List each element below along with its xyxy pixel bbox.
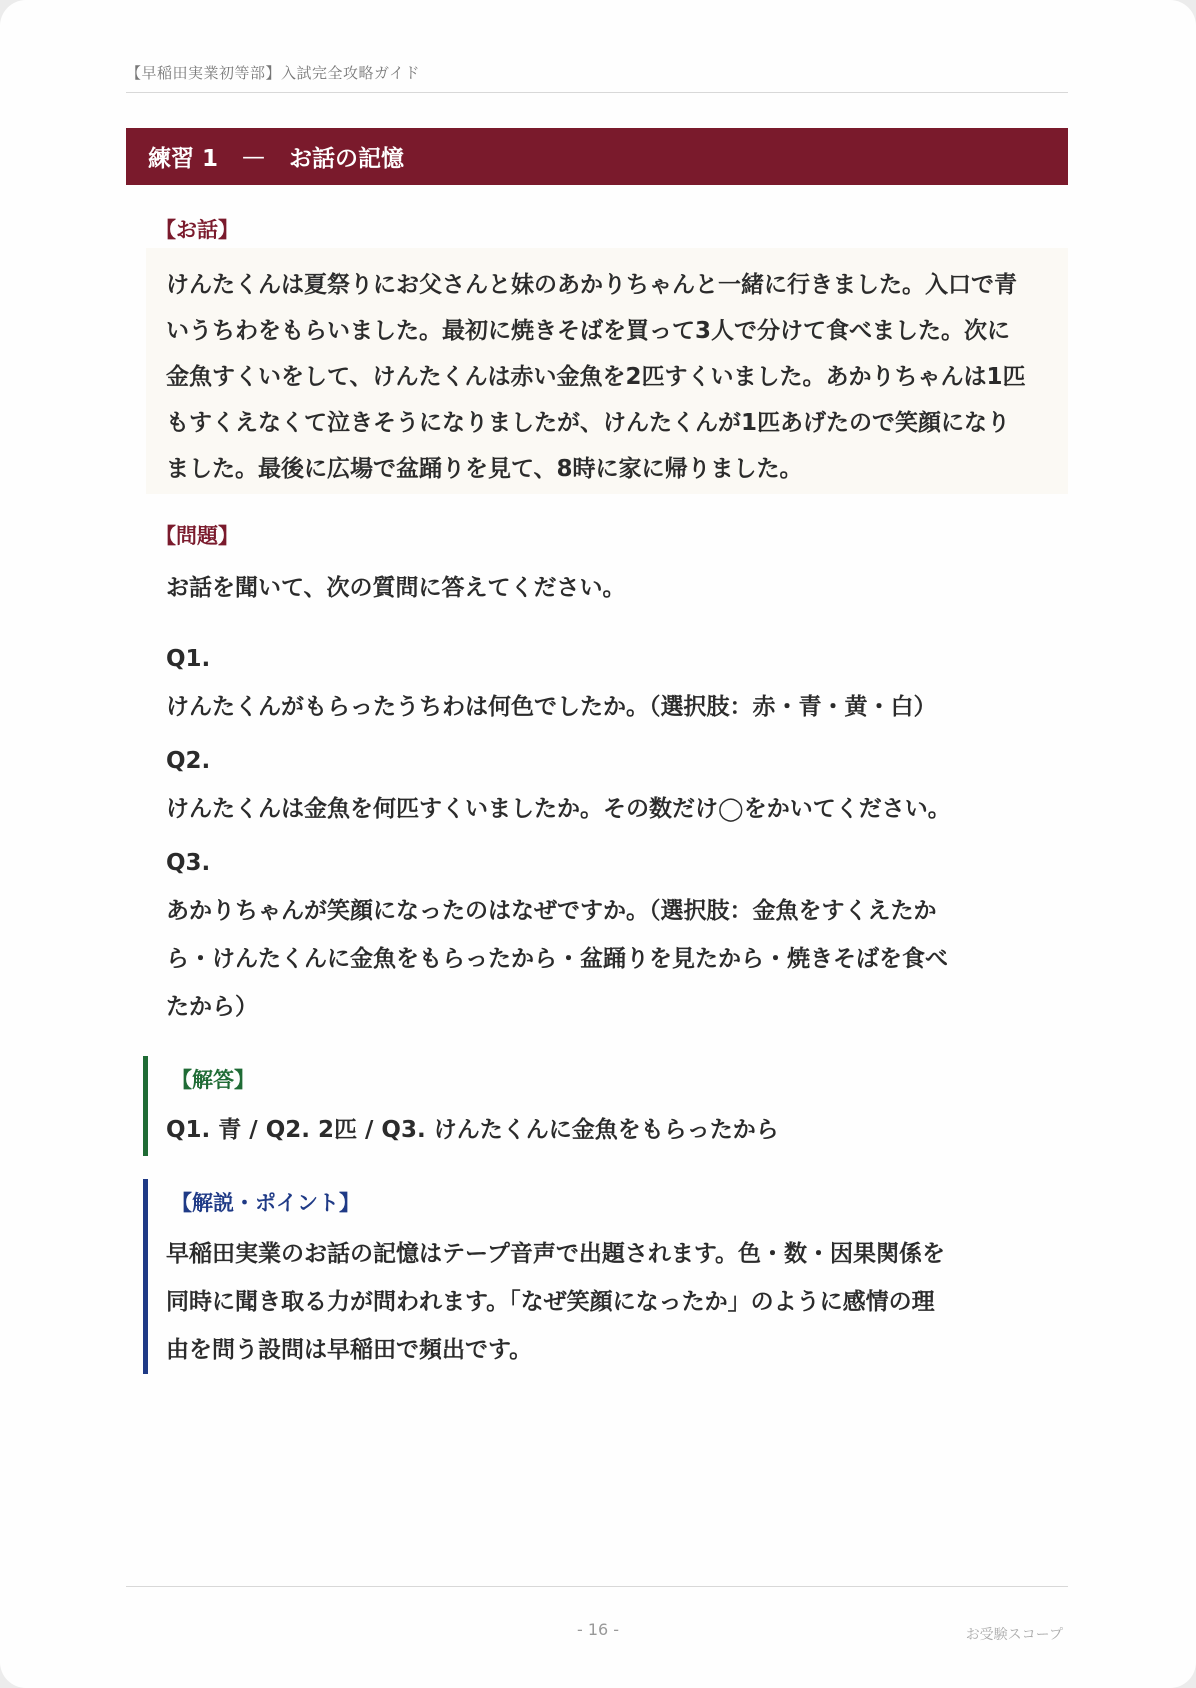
footer-brand: お受験スコープ bbox=[965, 1627, 1063, 1643]
story-box bbox=[146, 248, 1068, 494]
commentary-line-2: 同時に聞き取る力が問われます。「なぜ笑顔になったか」のように感情の理 bbox=[166, 1289, 935, 1315]
story-line: 金魚すくいをして、けんたくんは赤い金魚を2匹すくいました。あかりちゃんは1匹 bbox=[166, 364, 1026, 390]
answer-text: Q1. 青 / Q2. 2匹 / Q3. けんたくんに金魚をもらったから bbox=[166, 1117, 779, 1143]
section-dash: — bbox=[242, 143, 266, 170]
story-label: 【お話】 bbox=[155, 218, 239, 242]
questions-instruction: お話を聞いて、次の質問に答えてください。 bbox=[166, 575, 626, 601]
question-text-3-line-1: あかりちゃんが笑顔になったのはなぜですか。（選択肢：金魚をすくえたか bbox=[166, 898, 937, 924]
question-text-1: けんたくんがもらったうちわは何色でしたか。（選択肢：赤・青・黄・白） bbox=[166, 694, 937, 720]
answer-accent-bar bbox=[143, 1056, 148, 1156]
story-line: けんたくんは夏祭りにお父さんと妹のあかりちゃんと一緒に行きました。入口で青 bbox=[166, 272, 1017, 298]
section-title: お話の記憶 bbox=[289, 146, 405, 172]
header-divider bbox=[126, 92, 1068, 93]
commentary-accent-bar bbox=[143, 1179, 148, 1374]
section-number: 練習 1 bbox=[148, 146, 219, 172]
story-line: ました。最後に広場で盆踊りを見て、8時に家に帰りました。 bbox=[166, 456, 803, 482]
answer-label: 【解答】 bbox=[171, 1068, 255, 1092]
commentary-line-1: 早稲田実業のお話の記憶はテープ音声で出題されます。色・数・因果関係を bbox=[166, 1241, 946, 1267]
story-line: いうちわをもらいました。最初に焼きそばを買って3人で分けて食べました。次に bbox=[166, 318, 1011, 344]
running-header: 【早稲田実業初等部】入試完全攻略ガイド bbox=[126, 64, 421, 82]
footer-divider bbox=[126, 1586, 1068, 1587]
question-text-2: けんたくんは金魚を何匹すくいましたか。その数だけ◯をかいてください。 bbox=[166, 796, 951, 822]
page-number: - 16 - bbox=[576, 1620, 620, 1639]
question-text-3-line-2: ら・けんたくんに金魚をもらったから・盆踊りを見たから・焼きそばを食べ bbox=[166, 946, 948, 972]
question-number-3: Q3. bbox=[166, 850, 211, 876]
questions-label: 【問題】 bbox=[155, 524, 239, 548]
story-line: もすくえなくて泣きそうになりましたが、けんたくんが1匹あげたので笑顔になり bbox=[166, 410, 1011, 436]
commentary-line-3: 由を問う設問は早稲田で頻出です。 bbox=[166, 1337, 533, 1363]
commentary-label: 【解説・ポイント】 bbox=[171, 1191, 360, 1215]
question-number-1: Q1. bbox=[166, 646, 211, 672]
question-number-2: Q2. bbox=[166, 748, 211, 774]
question-text-3-line-3: たから） bbox=[166, 994, 258, 1020]
section-title-bar bbox=[126, 128, 1068, 185]
